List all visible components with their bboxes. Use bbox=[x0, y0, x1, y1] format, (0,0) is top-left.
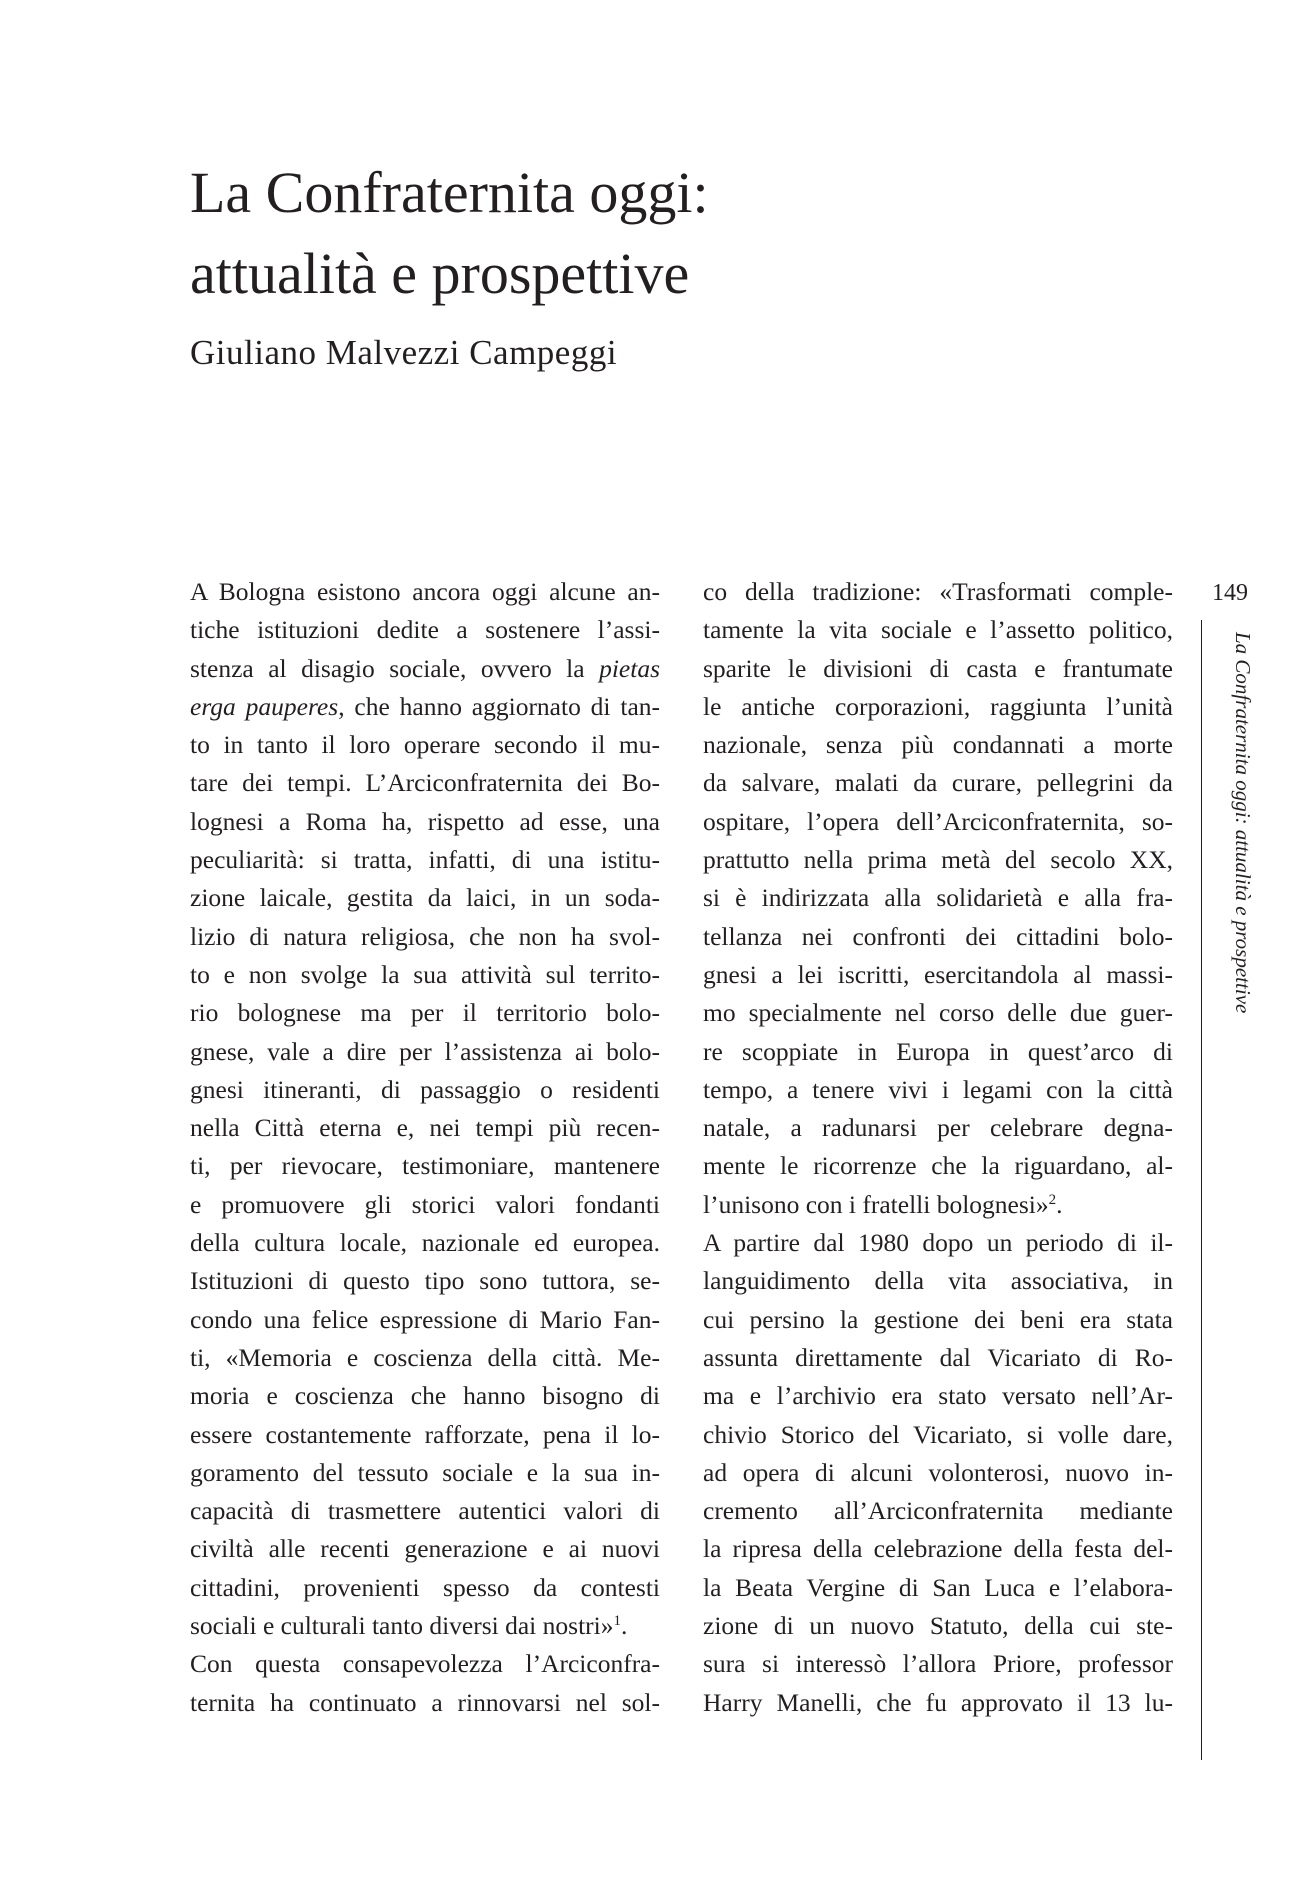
text-line: della cultura locale, nazionale ed europea. bbox=[190, 1228, 660, 1258]
footnote-marker: 2 bbox=[1048, 1191, 1057, 1208]
text-line: sparite le divisioni di casta e frantumate bbox=[703, 653, 1173, 683]
text-line: e promuovere gli storici valori fondanti bbox=[190, 1189, 660, 1219]
text-line: to e non svolge la sua attività sul territo- bbox=[190, 959, 660, 989]
article-title-line: La Confraternita oggi: bbox=[190, 160, 709, 225]
text-line: nella Città eterna e, nei tempi più recen- bbox=[190, 1113, 660, 1143]
text-line-with-footnote: l’unisono con i fratelli bolognesi»$^2$. bbox=[703, 1189, 1063, 1219]
text-line: to in tanto il loro operare secondo il mu- bbox=[190, 730, 660, 760]
text-line: peculiarità: si tratta, infatti, di una istitu- bbox=[190, 845, 660, 875]
text-line-content: l’unisono con i fratelli bolognesi» bbox=[703, 1189, 1049, 1219]
italic-phrase: pietas bbox=[599, 653, 660, 683]
text-line-with-italic: erga pauperes, che hanno aggiornato di tan- bbox=[190, 691, 660, 721]
text-line: capacità di trasmettere autentici valori di bbox=[190, 1496, 660, 1526]
text-line: chivio Storico del Vicariato, si volle dare, bbox=[703, 1419, 1173, 1449]
text-line: A partire dal 1980 dopo un periodo di il- bbox=[703, 1228, 1173, 1258]
page-number: 149 bbox=[1212, 580, 1248, 606]
text-line: tamente la vita sociale e l’assetto politico, bbox=[703, 615, 1173, 645]
text-line: ma e l’archivio era stato versato nell’Ar- bbox=[703, 1381, 1173, 1411]
text-line: nazionale, senza più condannati a morte bbox=[703, 730, 1173, 760]
text-line: Istituzioni di questo tipo sono tuttora, se- bbox=[190, 1266, 660, 1296]
running-head: La Confraternita oggi: attualità e prospettive bbox=[1231, 632, 1255, 1014]
text-line: ospitare, l’opera dell’Arciconfraternita, so- bbox=[703, 806, 1173, 836]
text-line: A Bologna esistono ancora oggi alcune an- bbox=[190, 577, 660, 606]
text-line: natale, a radunarsi per celebrare degna- bbox=[703, 1113, 1173, 1143]
text-line: mo specialmente nel corso delle due guer- bbox=[703, 998, 1173, 1028]
text-line: re scoppiate in Europa in quest’arco di bbox=[703, 1036, 1173, 1066]
text-line: zione di un nuovo Statuto, della cui ste- bbox=[703, 1611, 1173, 1641]
text-line: cui persino la gestione dei beni era stata bbox=[703, 1304, 1173, 1334]
text-column-left bbox=[190, 573, 660, 1722]
text-line: mente le ricorrenze che la riguardano, al- bbox=[703, 1151, 1173, 1181]
text-line: la ripresa della celebrazione della festa del- bbox=[703, 1534, 1173, 1564]
text-line: ternita ha continuato a rinnovarsi nel sol- bbox=[190, 1687, 660, 1717]
italic-phrase: erga pauperes bbox=[190, 691, 339, 721]
text-line: si è indirizzata alla solidarietà e alla fra- bbox=[703, 883, 1173, 913]
text-line: ti, per rievocare, testimoniare, mantenere bbox=[190, 1151, 660, 1181]
text-line: la Beata Vergine di San Luca e l’elabora- bbox=[703, 1572, 1173, 1602]
text-line: assunta direttamente dal Vicariato di Ro- bbox=[703, 1342, 1173, 1372]
text-line: ti, «Memoria e coscienza della città. Me- bbox=[190, 1342, 660, 1372]
article-title-line: attualità e prospettive bbox=[190, 241, 690, 306]
text-line: moria e coscienza che hanno bisogno di bbox=[190, 1381, 660, 1411]
article-title bbox=[190, 152, 1090, 314]
text-column-right bbox=[703, 573, 1173, 1722]
text-line: cremento all’Arciconfraternita mediante bbox=[703, 1496, 1173, 1526]
text-line: ad opera di alcuni volonterosi, nuovo in- bbox=[703, 1457, 1173, 1487]
text-line: cittadini, provenienti spesso da contesti bbox=[190, 1572, 660, 1602]
text-line-with-italic: stenza al disagio sociale, ovvero la pietas bbox=[190, 653, 660, 683]
text-line: gnesi a lei iscritti, esercitandola al massi- bbox=[703, 959, 1173, 989]
text-line: le antiche corporazioni, raggiunta l’unità bbox=[703, 691, 1173, 721]
footnote-marker: 1 bbox=[613, 1613, 621, 1630]
text-line: gnesi itineranti, di passaggio o residenti bbox=[190, 1074, 660, 1104]
text-line: da salvare, malati da curare, pellegrini da bbox=[703, 768, 1173, 798]
text-line: sura si interessò l’allora Priore, professor bbox=[703, 1649, 1173, 1679]
text-line-with-footnote: sociali e culturali tanto diversi dai nostri»$^1$. bbox=[190, 1611, 628, 1641]
text-line: essere costantemente rafforzate, pena il lo- bbox=[190, 1419, 660, 1449]
text-line: Harry Manelli, che fu approvato il 13 lu- bbox=[703, 1687, 1173, 1717]
margin-rule bbox=[1201, 620, 1202, 1760]
text-line-content: sociali e culturali tanto diversi dai nostri» bbox=[190, 1611, 614, 1641]
text-line: lognesi a Roma ha, rispetto ad esse, una bbox=[190, 806, 660, 836]
article-author: Giuliano Malvezzi Campeggi bbox=[190, 333, 618, 372]
text-line: gnese, vale a dire per l’assistenza ai bolo- bbox=[190, 1036, 660, 1066]
text-line: zione laicale, gestita da laici, in un soda- bbox=[190, 883, 660, 913]
text-line: lizio di natura religiosa, che non ha svol- bbox=[190, 921, 660, 951]
text-line: tiche istituzioni dedite a sostenere l’assi- bbox=[190, 615, 660, 645]
text-line: tare dei tempi. L’Arciconfraternita dei Bo- bbox=[190, 768, 660, 798]
text-line: languidimento della vita associativa, in bbox=[703, 1266, 1173, 1296]
text-line: rio bolognese ma per il territorio bolo- bbox=[190, 998, 660, 1028]
text-line: prattutto nella prima metà del secolo XX, bbox=[703, 845, 1173, 875]
text-line: co della tradizione: «Trasformati comple- bbox=[703, 577, 1173, 606]
text-line: Con questa consapevolezza l’Arciconfra- bbox=[190, 1649, 660, 1679]
text-line: tellanza nei confronti dei cittadini bolo- bbox=[703, 921, 1173, 951]
text-line: tempo, a tenere vivi i legami con la città bbox=[703, 1074, 1173, 1104]
text-line: condo una felice espressione di Mario Fan- bbox=[190, 1304, 660, 1334]
text-line: goramento del tessuto sociale e la sua in- bbox=[190, 1457, 660, 1487]
text-line: civiltà alle recenti generazione e ai nuovi bbox=[190, 1534, 660, 1564]
